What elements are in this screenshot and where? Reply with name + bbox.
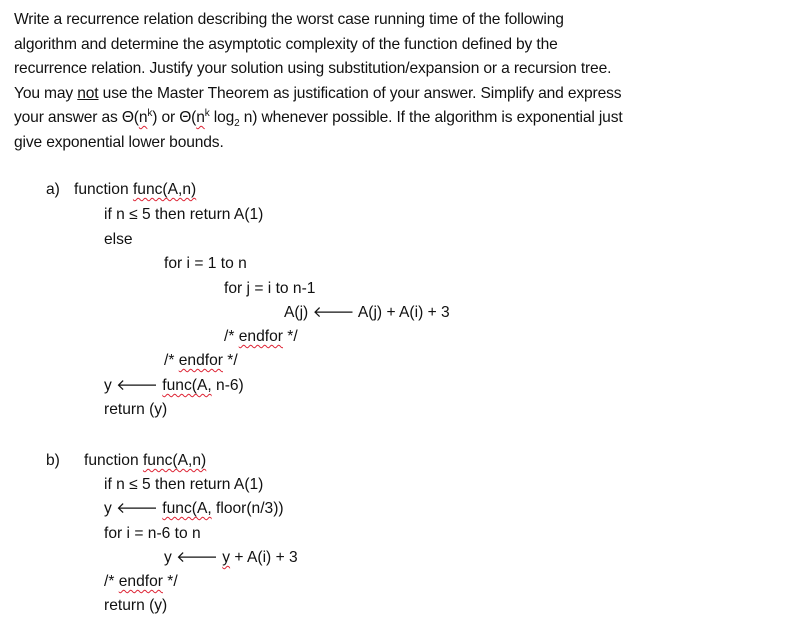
problem-label-a: a) (46, 181, 60, 198)
code-text: function (84, 452, 143, 469)
code-text: if n ≤ 5 then return A(1) (104, 476, 264, 493)
text: You may (14, 84, 78, 102)
code-line (104, 497, 284, 521)
code-text: */ (222, 352, 238, 369)
text: ) or Θ( (152, 109, 197, 126)
code-line (104, 473, 263, 497)
code-text: return (y) (104, 401, 168, 418)
code-text: y 🡐 (104, 377, 163, 394)
code-line (284, 301, 450, 325)
code-line (104, 374, 244, 398)
code-text: for i = n-6 to n (104, 525, 201, 542)
instruction-line: give exponential lower bounds. (14, 133, 224, 151)
code-line (104, 228, 133, 252)
math-n: n (196, 109, 205, 126)
code-text: floor(n/3)) (211, 500, 284, 517)
code-text: */ (282, 328, 298, 345)
code-line (84, 449, 206, 473)
problem-instructions (14, 8, 784, 155)
math-subscript: 2 (234, 118, 240, 130)
code-line (224, 277, 315, 301)
code-text: for j = i to n-1 (224, 280, 316, 297)
spellcheck-flagged-text: endfor (178, 352, 223, 369)
problem-label-b: b) (46, 452, 60, 469)
code-line (104, 398, 167, 422)
math-exponent: k (204, 107, 210, 119)
code-text: y 🡐 (164, 549, 223, 566)
instruction-line: algorithm and determine the asymptotic complexity of the function defined by the (14, 35, 558, 53)
underlined-not: not (77, 84, 99, 102)
code-text: function (74, 181, 133, 198)
text: n) whenever possible. If the algorithm is exponential just (239, 109, 623, 126)
code-text: /* (164, 352, 179, 369)
spellcheck-flagged-text: endfor (238, 328, 283, 345)
code-line (224, 325, 298, 349)
code-line (104, 594, 167, 618)
code-text: return (y) (104, 597, 168, 614)
instruction-line: Write a recurrence relation describing the worst case running time of the following (14, 11, 564, 28)
code-text: + A(i) + 3 (230, 549, 298, 566)
code-text: if n ≤ 5 then return A(1) (104, 206, 264, 223)
code-text: /* (104, 573, 119, 590)
code-line (74, 178, 196, 202)
code-text: */ (162, 573, 178, 590)
code-line (164, 546, 298, 570)
code-text: else (104, 231, 133, 248)
code-line (104, 203, 263, 227)
code-text: y 🡐 (104, 500, 163, 517)
instruction-line (14, 106, 784, 131)
spellcheck-flagged-text: func(A, (162, 500, 212, 517)
text: your answer as Θ( (14, 109, 139, 126)
spellcheck-flagged-text: func(A,n) (132, 181, 197, 198)
spellcheck-flagged-text: func(A,n) (142, 452, 207, 469)
text: use the Master Theorem as justification of your answer. Simplify and express (98, 84, 622, 102)
math-n: n (138, 109, 148, 126)
code-text: /* (224, 328, 239, 345)
code-text: n-6) (211, 377, 244, 394)
instruction-line (14, 82, 784, 107)
code-line (164, 252, 247, 276)
math-exponent: k (147, 107, 153, 119)
code-line (104, 570, 178, 594)
code-text: for i = 1 to n (164, 255, 247, 272)
spellcheck-flagged-text: y (222, 549, 231, 566)
code-line (164, 349, 238, 373)
code-text: A(j) 🡐 A(j) + A(i) + 3 (284, 304, 450, 321)
text: log (209, 109, 235, 126)
spellcheck-flagged-text: endfor (118, 573, 163, 590)
instruction-line: recurrence relation. Justify your solution using substitution/expansion or a recursion tree. (14, 60, 612, 77)
code-line (104, 522, 201, 546)
spellcheck-flagged-text: func(A, (162, 377, 212, 394)
